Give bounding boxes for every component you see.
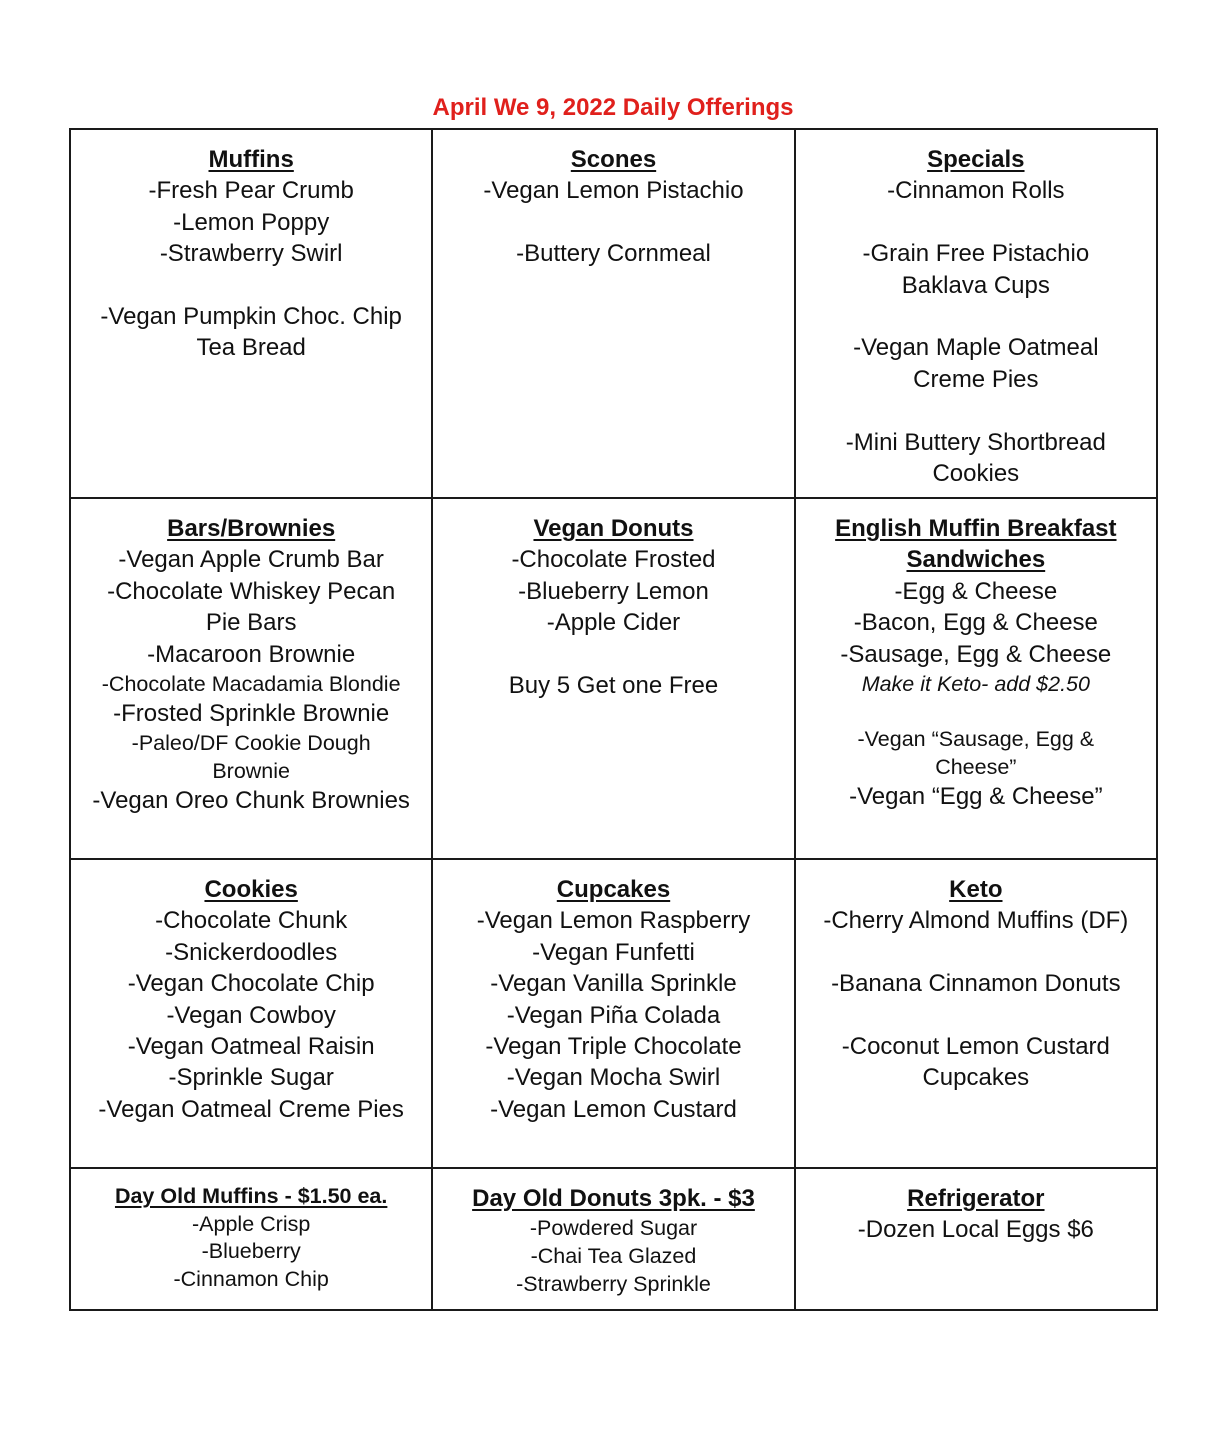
vegan-donuts-cell [432, 498, 794, 859]
list-item: -Grain Free Pistachio [862, 240, 1090, 268]
list-item: -Vegan Triple Chocolate [485, 1033, 742, 1061]
list-item: -Vegan Lemon Pistachio [483, 177, 744, 205]
list-item: -Strawberry Swirl [159, 240, 343, 268]
table-row [70, 859, 1157, 1168]
muffins-heading: Muffins [208, 146, 294, 173]
list-item: -Vegan Mocha Swirl [506, 1064, 721, 1092]
donuts-promo: Buy 5 Get one Free [508, 672, 719, 700]
list-item: -Sprinkle Sugar [168, 1064, 334, 1092]
table-row [70, 129, 1157, 498]
offerings-table [69, 128, 1158, 1311]
list-item: -Vegan Oreo Chunk Brownies [92, 787, 410, 815]
list-item: -Banana Cinnamon Donuts [831, 970, 1121, 998]
list-item: Creme Pies [913, 365, 1039, 393]
list-item: Pie Bars [205, 609, 297, 637]
list-item: Cupcakes [922, 1064, 1030, 1092]
cookies-heading: Cookies [204, 876, 298, 903]
bars-brownies-cell [70, 498, 432, 859]
list-item: -Chocolate Whiskey Pecan [107, 577, 396, 605]
list-item: -Vegan “Egg & Cheese” [849, 783, 1103, 811]
list-item: -Fresh Pear Crumb [148, 177, 354, 205]
list-item: -Vegan Maple Oatmeal [853, 334, 1099, 362]
list-item: -Chai Tea Glazed [530, 1244, 697, 1268]
list-item: -Vegan Lemon Raspberry [476, 907, 751, 935]
specials-heading: Specials [927, 146, 1025, 173]
list-item: -Dozen Local Eggs $6 [857, 1216, 1094, 1243]
list-item: -Vegan Lemon Custard [490, 1095, 737, 1123]
page-title: April We 9, 2022 Daily Offerings [432, 94, 794, 121]
list-item: Baklava Cups [901, 271, 1050, 299]
list-item: -Cherry Almond Muffins (DF) [823, 907, 1129, 935]
sandwiches-heading: Sandwiches [906, 546, 1046, 574]
list-item: -Vegan Oatmeal Raisin [127, 1033, 375, 1061]
list-item: -Sausage, Egg & Cheese [840, 640, 1112, 668]
list-item: -Bacon, Egg & Cheese [853, 609, 1098, 637]
muffins-cell [70, 129, 432, 498]
list-item: -Vegan Funfetti [532, 938, 695, 966]
list-item: -Apple Cider [546, 609, 681, 637]
list-item: -Macaroon Brownie [147, 640, 356, 668]
bars-brownies-heading: Bars/Brownies [167, 515, 336, 542]
list-item: -Vegan Oatmeal Creme Pies [98, 1095, 404, 1123]
table-row [70, 1168, 1157, 1310]
sandwiches-heading: English Muffin Breakfast [835, 515, 1117, 542]
list-item: -Cinnamon Chip [173, 1266, 329, 1291]
list-item: Cookies [932, 460, 1020, 488]
refrigerator-cell [795, 1168, 1157, 1310]
scones-heading: Scones [570, 146, 657, 173]
list-item: -Chocolate Frosted [511, 546, 716, 574]
list-item: -Egg & Cheese [894, 577, 1058, 605]
list-item: -Snickerdoodles [165, 938, 338, 966]
list-item: Tea Bread [196, 334, 306, 362]
day-old-muffins-heading: Day Old Muffins - $1.50 ea. [114, 1184, 388, 1208]
list-item: -Paleo/DF Cookie Dough [131, 731, 371, 756]
keto-cell [795, 859, 1157, 1168]
list-item: -Vegan “Sausage, Egg & [857, 727, 1095, 752]
list-item: -Cinnamon Rolls [887, 177, 1065, 205]
cupcakes-cell [432, 859, 794, 1168]
list-item: -Lemon Poppy [173, 208, 330, 236]
list-item: -Coconut Lemon Custard [841, 1033, 1110, 1060]
list-item: -Powdered Sugar [529, 1216, 698, 1240]
list-item: -Vegan Apple Crumb Bar [118, 546, 384, 574]
list-item: Cheese” [935, 755, 1017, 780]
list-item: -Vegan Pumpkin Choc. Chip [100, 303, 402, 331]
breakfast-sandwiches-cell [795, 498, 1157, 859]
list-item: -Vegan Chocolate Chip [127, 970, 375, 998]
list-item: -Blueberry Lemon [518, 577, 709, 605]
keto-heading: Keto [949, 876, 1003, 903]
list-item: -Vegan Vanilla Sprinkle [490, 970, 737, 998]
list-item: Brownie [212, 759, 290, 784]
day-old-donuts-cell [432, 1168, 794, 1310]
list-item: -Mini Buttery Shortbread [845, 428, 1106, 456]
cookies-cell [70, 859, 432, 1168]
list-item: -Frosted Sprinkle Brownie [113, 700, 390, 728]
list-item: -Vegan Piña Colada [506, 1001, 721, 1029]
list-item: -Buttery Cornmeal [516, 240, 711, 268]
list-item: -Apple Crisp [192, 1211, 311, 1236]
list-item: -Chocolate Macadamia Blondie [101, 672, 401, 697]
vegan-donuts-heading: Vegan Donuts [533, 515, 694, 542]
cupcakes-heading: Cupcakes [556, 876, 671, 903]
list-item: -Vegan Cowboy [166, 1001, 336, 1029]
keto-note: Make it Keto- add $2.50 [861, 672, 1090, 697]
table-row [70, 498, 1157, 859]
scones-cell [432, 129, 794, 498]
list-item: -Strawberry Sprinkle [516, 1272, 711, 1296]
list-item: -Blueberry [201, 1239, 301, 1263]
day-old-donuts-heading: Day Old Donuts 3pk. - $3 [472, 1185, 755, 1212]
day-old-muffins-cell [70, 1168, 432, 1310]
list-item: -Chocolate Chunk [155, 907, 348, 935]
refrigerator-heading: Refrigerator [907, 1185, 1045, 1212]
specials-cell [795, 129, 1157, 498]
